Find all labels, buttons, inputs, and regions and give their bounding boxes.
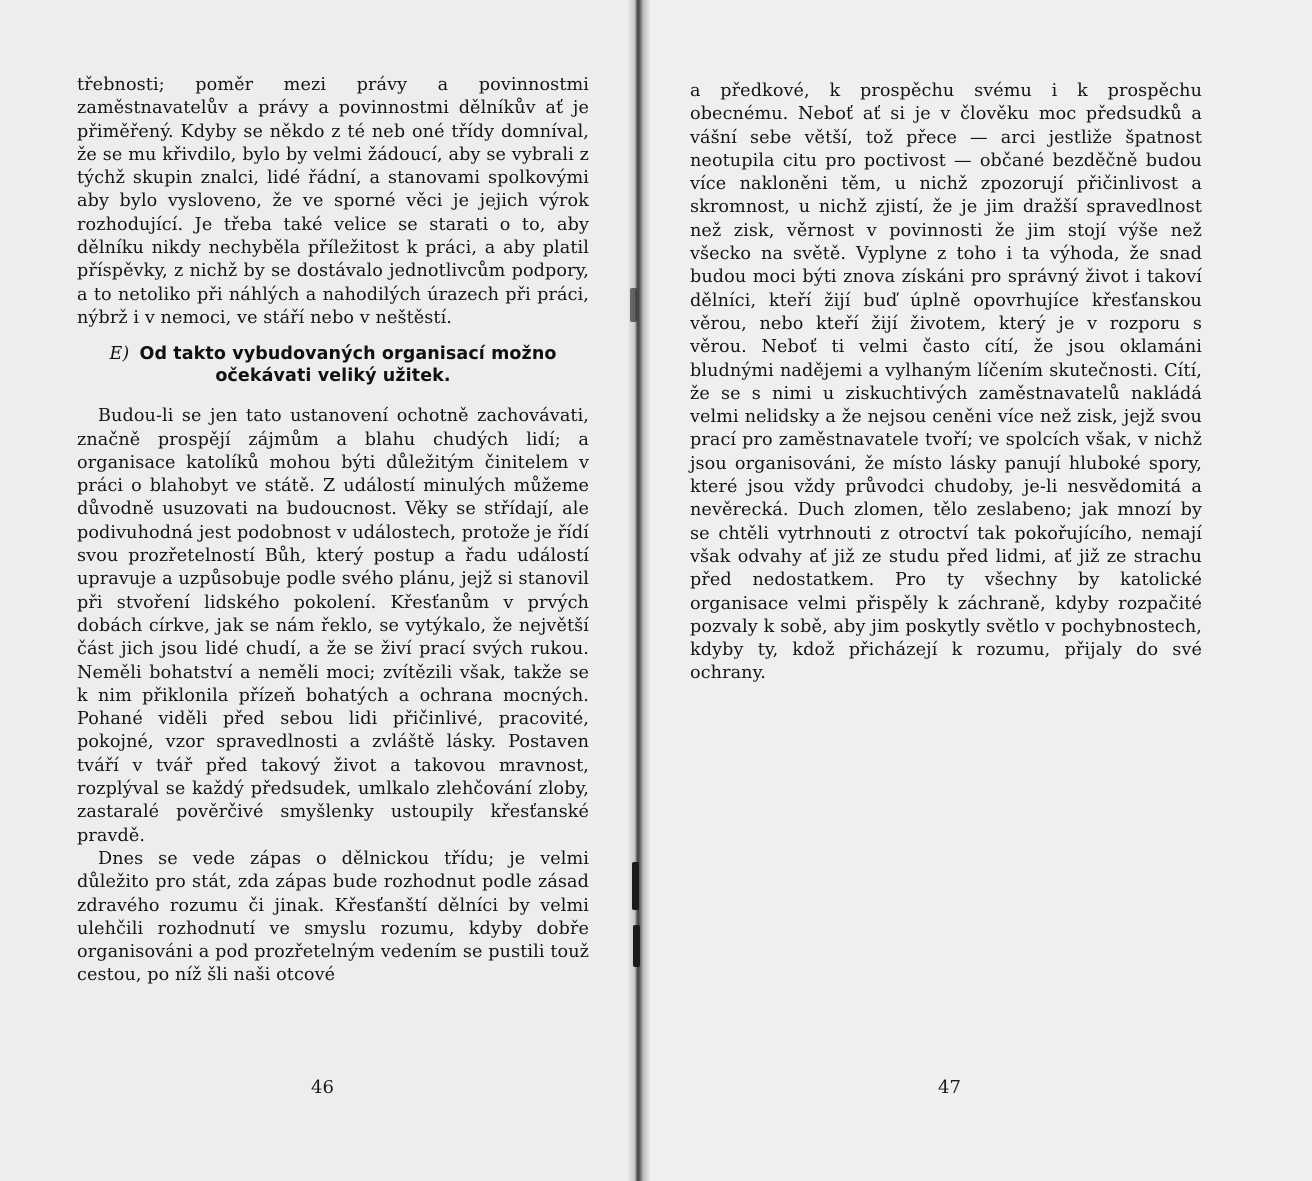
- left-paragraph-2: Dnes se vede zápas o dělnickou třídu; je velmi důležito pro stát, zda zápas bude rozhodnut podle zásad zdravého rozumu či jinak. Křesťanští dělníci by velmi ulehčili rozhodnutí ve smyslu rozumu, kdyby dobře organisováni a pod prozřetelným vedením se pustili touž cestou, po níž šli naši otcové: [77, 848, 589, 986]
- right-text-column: [690, 80, 1202, 686]
- book-gutter: [628, 0, 650, 1181]
- section-heading: [77, 343, 589, 387]
- staple-top: [632, 862, 639, 910]
- right-page-number: 47: [938, 1077, 961, 1098]
- section-title: Od takto vybudovaných organisací možno očekávati veliký užitek.: [139, 344, 557, 387]
- binding-mark: [630, 288, 637, 322]
- right-paragraph-1: a předkové, k prospěchu svému i k prospěchu obecnému. Neboť ať si je v člověku moc předsudků a vášní sebe větší, tož přece — arci jestliže špatnost neotupila citu pro poctivost — občané bezděčně budou více nakloněni těm, u nichž zpozorují přičinlivost a skromnost, u nichž zjistí, že je jim dražší spravedlnost než zisk, věrnost v povinnosti že jim stojí výše než všecko na světě. Vyplyne z toho i ta výhoda, že snad budou moci býti znova získáni pro správný život i takoví dělníci, kteří žijí buď úplně opovrhujíce křesťanskou věrou, nebo kteří žijí životem, který je v rozporu s věrou. Neboť ti velmi často cítí, že jsou oklamáni bludnými nadějemi a vylhaným líčením skutečnosti. Cítí, že se s nimi u ziskuchtivých zaměstnavatelů nakládá velmi nelidsky a že nejsou ceněni více než zisk, jejž svou prací pro zaměstnavatele tvoří; ve spolcích však, v nichž jsou organisováni, že místo lásky panují hluboké spory, které jsou vždy průvodci chudoby, je-li nesvědomitá a nevěrecká. Duch zlomen, tělo zeslabeno; jak mnozí by se chtěli vytrhnouti z otroctví tak pokořujícího, nemají však odvahy ať již ze studu před lidmi, ať již ze strachu před nedostatkem. Pro ty všechny by katolické organisace velmi přispěly k záchraně, kdyby rozpačité pozvaly k sobě, aby jim poskytly světlo v pochybnostech, kdyby ty, kdož přicházejí k rozumu, přijaly do své ochrany.: [690, 81, 1202, 684]
- left-page: [0, 0, 636, 1181]
- left-page-number: 46: [311, 1077, 334, 1098]
- section-marker: E): [109, 344, 130, 365]
- left-text-column: [77, 74, 589, 988]
- left-paragraph-1: Budou-li se jen tato ustanovení ochotně zachovávati, značně prospějí zájmům a blahu chudých lidí; a organisace katolíků mohou býti důležitým činitelem v práci o blahobyt ve státě. Z událostí minulých můžeme důvodně usuzovati na budoucnost. Věky se střídají, ale podivuhodná jest podobnost v událostech, protože je řídí svou prozřetelností Bůh, který postup a řadu událostí upravuje a uzpůsobuje podle svého plánu, jejž si stanovil při stvoření lidského pokolení. Křesťanům v prvých dobách církve, jak se nám řeklo, se vytýkalo, že největší část jich jsou lidé chudí, a že se živí prací svých rukou. Neměli bohatství a neměli moci; zvítězili však, takže se k nim přiklonila přízeň bohatých a ochrana mocných. Pohané viděli před sebou lidi přičinlivé, pracovité, pokojné, vzor spravedlnosti a zvláště lásky. Postaven tváří v tvář před takový život a takovou mravnost, rozplýval se každý předsudek, umlkalo zlehčování zloby, zastaralé pověrčivé smyšlenky ustoupily křesťanské pravdě.: [77, 406, 589, 846]
- staple-bottom: [633, 925, 640, 967]
- left-intro-paragraph: třebnosti; poměr mezi právy a povinnostmi zaměstnavatelův a právy a povinnostmi dělníkův ať je přiměřený. Kdyby se někdo z té neb oné třídy domníval, že se mu křivdilo, bylo by velmi žádoucí, aby se vybrali z týchž skupin znalci, lidé řádní, a stanovami spolkovými aby bylo vysloveno, že ve sporné věci je jejich výrok rozhodující. Je třeba také velice se starati o to, aby dělníku nikdy nechyběla příležitost k práci, a aby platil příspěvky, z nichž by se dostávalo jednotlivcům podpory, a to netoliko při náhlých a nahodilých úrazech při práci, nýbrž i v nemoci, ve stáří nebo v neštěstí.: [77, 75, 589, 328]
